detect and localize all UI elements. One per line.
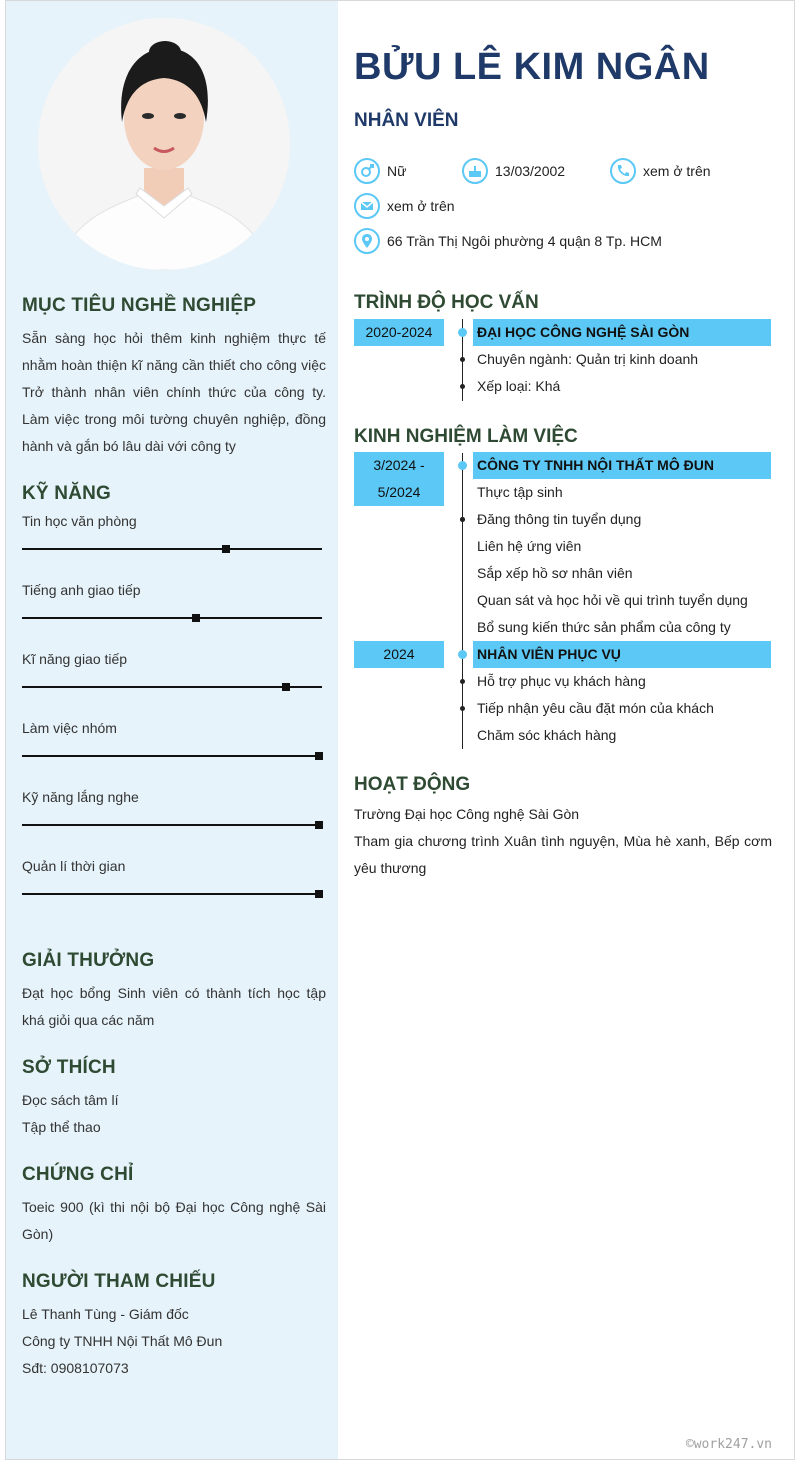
activities-title: HOẠT ĐỘNG	[354, 774, 471, 795]
certificates-title: CHỨNG CHỈ	[22, 1164, 134, 1185]
address-value: 66 Trần Thị Ngôi phường 4 quận 8 Tp. HCM	[387, 233, 662, 249]
objective-text: Sẵn sàng học hỏi thêm kinh nghiệm thực tế nhằm hoàn thiện kĩ năng cần thiết cho công việc Trở thành nhân viên chính thức của công ty. Làm việc trong môi tường chuyên nghiệp, đồng hành và gắn bó lâu dài với công ty	[22, 330, 326, 454]
skill-name: Tiếng anh giao tiếp	[22, 582, 141, 598]
education-line: Chuyên ngành: Quản trị kinh doanh	[477, 351, 699, 367]
job-date	[354, 452, 444, 506]
job-line: Liên hệ ứng viên	[477, 538, 582, 554]
job-line: Chăm sóc khách hàng	[477, 727, 617, 743]
timeline-dot	[458, 328, 467, 337]
skill-level-bar	[22, 824, 322, 826]
job-line: Tiếp nhận yêu cầu đặt món của khách	[477, 700, 714, 716]
timeline-dot	[458, 461, 467, 470]
watermark: ©work247.vn	[685, 1437, 772, 1452]
reference-line: Lê Thanh Tùng - Giám đốc	[22, 1306, 189, 1322]
experience-title: KINH NGHIỆM LÀM VIỆC	[354, 426, 578, 447]
bullet-dot	[460, 384, 465, 389]
skill-level-bar	[22, 617, 322, 619]
skill-name: Tin học văn phòng	[22, 513, 137, 529]
awards-text: Đạt học bổng Sinh viên có thành tích học tập khá giỏi qua các năm	[22, 985, 326, 1028]
job-line: Thực tập sinh	[477, 484, 563, 500]
avatar	[38, 18, 290, 270]
job-company: CÔNG TY TNHH NỘI THẤT MÔ ĐUN	[473, 452, 771, 479]
hobby-item: Đọc sách tâm lí	[22, 1092, 119, 1108]
avatar-photo	[38, 18, 290, 270]
birthday-cake-icon	[462, 158, 488, 184]
job-line: Quan sát và học hỏi về qui trình tuyển dụng	[477, 592, 748, 608]
bullet-dot	[460, 357, 465, 362]
job-date: 2024	[354, 641, 444, 668]
map-pin-icon	[354, 228, 380, 254]
activities-text: Tham gia chương trình Xuân tình nguyện, Mùa hè xanh, Bếp cơm yêu thương	[354, 833, 772, 876]
skill-name: Kỹ năng lắng nghe	[22, 789, 139, 805]
job-company: NHÂN VIÊN PHỤC VỤ	[473, 641, 771, 668]
email-info	[354, 193, 455, 219]
candidate-name: BỬU LÊ KIM NGÂN	[354, 46, 710, 88]
timeline-dot	[458, 650, 467, 659]
job-line: Sắp xếp hồ sơ nhân viên	[477, 565, 633, 581]
bullet-dot	[460, 517, 465, 522]
job-date-start: 3/2024 -	[373, 457, 425, 473]
skill-level-marker	[192, 614, 200, 622]
gender-value: Nữ	[387, 163, 407, 179]
education-school: ĐẠI HỌC CÔNG NGHỆ SÀI GÒN	[473, 319, 771, 346]
activities-org: Trường Đại học Công nghệ Sài Gòn	[354, 806, 580, 822]
bullet-dot	[460, 706, 465, 711]
job-line: Đăng thông tin tuyển dụng	[477, 511, 642, 527]
bullet-dot	[460, 679, 465, 684]
birthday-value: 13/03/2002	[495, 163, 566, 179]
skill-level-marker	[315, 821, 323, 829]
references-title: NGƯỜI THAM CHIẾU	[22, 1271, 216, 1292]
phone-value: xem ở trên	[643, 163, 711, 179]
reference-line: Sđt: 0908107073	[22, 1360, 129, 1376]
timeline-line	[462, 453, 463, 749]
email-value: xem ở trên	[387, 198, 455, 214]
skill-name: Kĩ năng giao tiếp	[22, 651, 128, 667]
education-line: Xếp loại: Khá	[477, 378, 561, 394]
skill-level-marker	[282, 683, 290, 691]
candidate-role: NHÂN VIÊN	[354, 110, 459, 131]
job-line: Bổ sung kiến thức sản phẩm của công ty	[477, 619, 731, 635]
phone-icon	[610, 158, 636, 184]
objective-title: MỤC TIÊU NGHỀ NGHIỆP	[22, 295, 257, 316]
skills-title: KỸ NĂNG	[22, 483, 112, 504]
awards-title: GIẢI THƯỞNG	[22, 950, 155, 971]
skill-level-bar	[22, 755, 322, 757]
cv-page	[5, 0, 795, 1460]
education-title: TRÌNH ĐỘ HỌC VẤN	[354, 292, 539, 313]
job-line: Hỗ trợ phục vụ khách hàng	[477, 673, 646, 689]
certificates-text: Toeic 900 (kì thi nội bộ Đại học Công nghệ Sài Gòn)	[22, 1199, 326, 1242]
hobby-item: Tập thể thao	[22, 1119, 101, 1135]
skill-level-bar	[22, 893, 322, 895]
job-date-end: 5/2024	[377, 484, 421, 500]
phone-info	[610, 158, 711, 184]
skill-level-marker	[222, 545, 230, 553]
birthday-info	[462, 158, 565, 184]
hobbies-title: SỞ THÍCH	[22, 1057, 116, 1078]
email-icon	[354, 193, 380, 219]
skill-name: Quản lí thời gian	[22, 858, 126, 874]
skill-level-bar	[22, 548, 322, 550]
skill-level-marker	[315, 752, 323, 760]
skill-level-marker	[315, 890, 323, 898]
gender-info	[354, 158, 406, 184]
reference-line: Công ty TNHH Nội Thất Mô Đun	[22, 1333, 223, 1349]
sidebar	[6, 1, 338, 1459]
address-info	[354, 228, 662, 254]
skill-name: Làm việc nhóm	[22, 720, 117, 736]
gender-icon	[354, 158, 380, 184]
skill-level-bar	[22, 686, 322, 688]
main-column	[338, 1, 794, 1459]
education-date: 2020-2024	[354, 319, 444, 346]
